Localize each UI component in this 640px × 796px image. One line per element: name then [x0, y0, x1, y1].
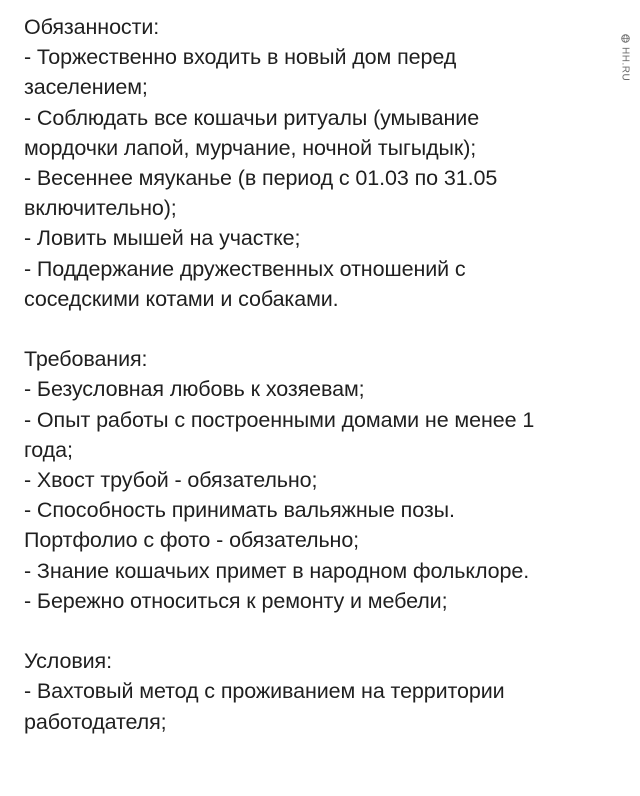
duties-line: - Поддержание дружественных отношений с: [24, 256, 466, 281]
duties-line: - Соблюдать все кошачьи ритуалы (умывание: [24, 105, 480, 130]
requirements-line: года;: [24, 437, 73, 462]
duties-line: - Торжественно входить в новый дом перед: [24, 45, 457, 70]
duties-line: - Весеннее мяуканье (в период с 01.03 по 31.05: [24, 166, 498, 191]
requirements-line: - Знание кошачьих примет в народном фольклоре.: [24, 558, 530, 583]
requirements-line: - Бережно относиться к ремонту и мебели;: [24, 588, 448, 613]
duties-section: [24, 12, 604, 314]
duties-line: включительно);: [24, 196, 177, 221]
job-description: [24, 12, 604, 737]
requirements-line: Портфолио с фото - обязательно;: [24, 528, 360, 553]
conditions-section: [24, 646, 604, 737]
duties-heading: Обязанности:: [24, 15, 160, 39]
requirements-line: - Опыт работы с построенными домами не менее 1: [24, 407, 535, 432]
requirements-line: - Безусловная любовь к хозяевам;: [24, 377, 365, 402]
globe-icon: [621, 34, 630, 43]
requirements-line: - Способность принимать вальяжные позы.: [24, 498, 455, 523]
duties-line: соседскими котами и собаками.: [24, 286, 339, 311]
conditions-line: работодателя;: [24, 709, 167, 734]
requirements-line: - Хвост трубой - обязательно;: [24, 468, 318, 493]
section-spacer: [24, 314, 604, 344]
duties-line: мордочки лапой, мурчание, ночной тыгыдык);: [24, 135, 477, 160]
hh-watermark: [616, 34, 634, 81]
watermark-text: HH.RU: [619, 47, 631, 82]
conditions-heading: Условия:: [24, 649, 112, 674]
section-spacer: [24, 616, 604, 646]
conditions-line: - Вахтовый метод с проживанием на территории: [24, 679, 505, 704]
duties-line: заселением;: [24, 75, 148, 100]
requirements-section: [24, 344, 604, 616]
duties-line: - Ловить мышей на участке;: [24, 226, 301, 251]
requirements-heading: Требования:: [24, 347, 148, 372]
